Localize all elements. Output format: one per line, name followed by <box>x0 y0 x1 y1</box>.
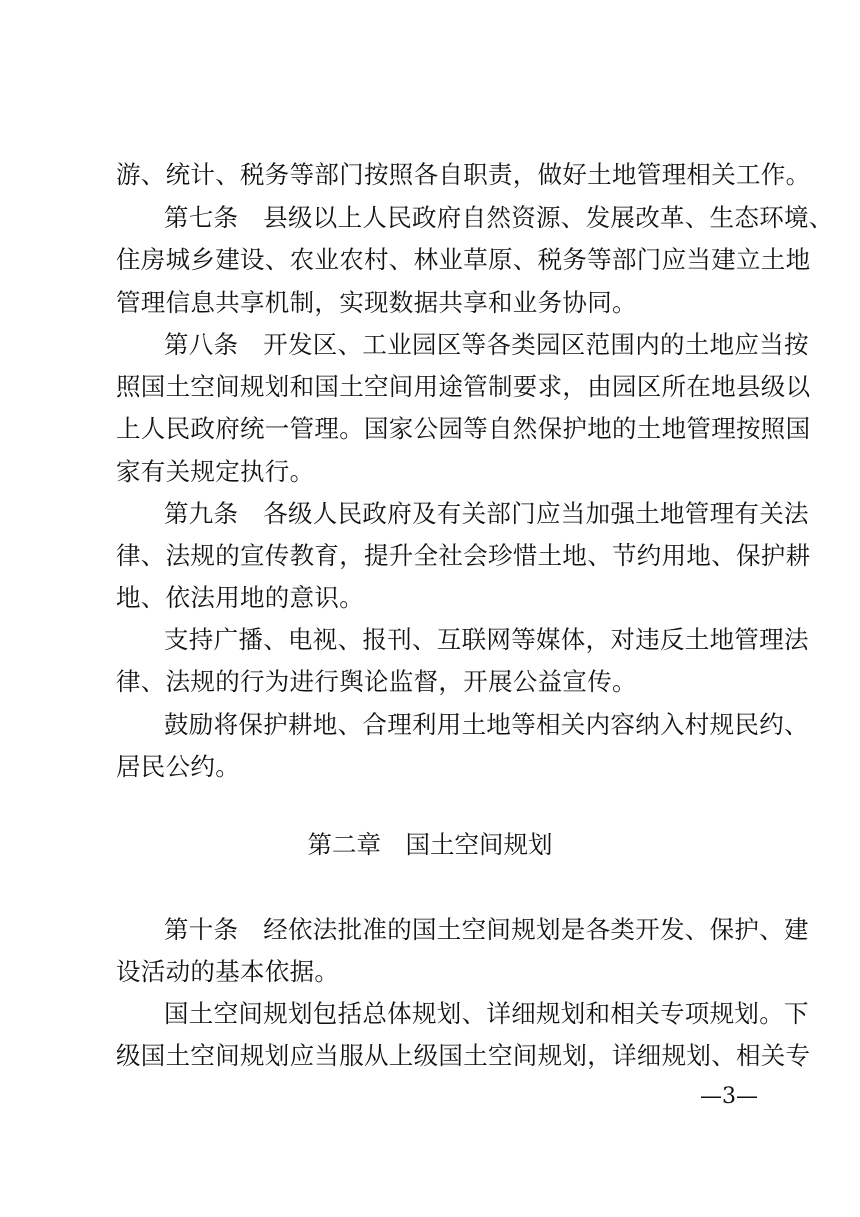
body-text-line: 地、依法用地的意识。 <box>116 583 364 612</box>
paragraph-line: 支持广播、电视、报刊、互联网等媒体，对违反土地管理法 <box>164 625 809 654</box>
article-9-line: 第九条 各级人民政府及有关部门应当加强土地管理有关法 <box>164 499 809 528</box>
body-text-line: 照国土空间规划和国土空间用途管制要求，由园区所在地县级以 <box>116 372 811 401</box>
body-text-line: 级国土空间规划应当服从上级国土空间规划，详细规划、相关专 <box>116 1041 811 1070</box>
article-7-line: 第七条 县级以上人民政府自然资源、发展改革、生态环境、 <box>164 203 834 232</box>
body-text-line: 居民公约。 <box>116 752 240 781</box>
body-text-line: 设活动的基本依据。 <box>116 957 340 986</box>
body-text-line: 律、法规的行为进行舆论监督，开展公益宣传。 <box>116 667 637 696</box>
chapter-heading: 第二章 国土空间规划 <box>307 830 553 859</box>
article-10-line: 第十条 经依法批准的国土空间规划是各类开发、保护、建 <box>164 915 809 944</box>
body-text-line: 家有关规定执行。 <box>116 457 315 486</box>
body-text-line: 上人民政府统一管理。国家公园等自然保护地的土地管理按照国 <box>116 414 811 443</box>
article-8-line: 第八条 开发区、工业园区等各类园区范围内的土地应当按 <box>164 330 809 359</box>
paragraph-line: 鼓励将保护耕地、合理利用土地等相关内容纳入村规民约、 <box>164 710 809 739</box>
page-number: —3— <box>700 1084 758 1109</box>
body-text-line: 游、统计、税务等部门按照各自职责，做好土地管理相关工作。 <box>116 160 811 189</box>
body-text-line: 管理信息共享机制，实现数据共享和业务协同。 <box>116 288 637 317</box>
paragraph-line: 国土空间规划包括总体规划、详细规划和相关专项规划。下 <box>164 999 809 1028</box>
body-text-line: 律、法规的宣传教育，提升全社会珍惜土地、节约用地、保护耕 <box>116 541 811 570</box>
body-text-line: 住房城乡建设、农业农村、林业草原、税务等部门应当建立土地 <box>116 245 811 274</box>
